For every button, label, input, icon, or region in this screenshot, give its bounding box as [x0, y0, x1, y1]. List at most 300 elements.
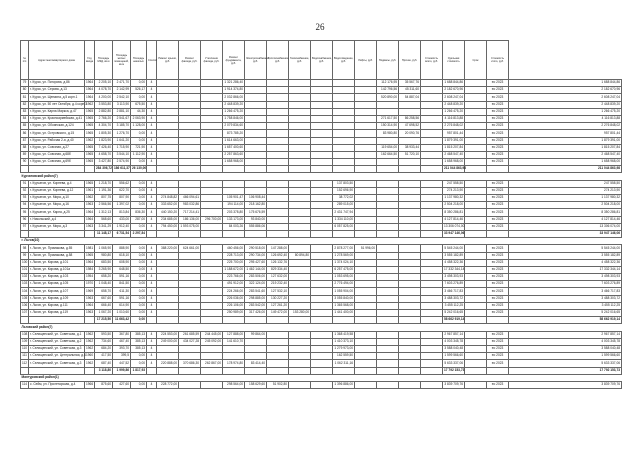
table-cell	[311, 166, 333, 173]
table-cell: 4	[147, 353, 157, 360]
table-cell: 274 213,90	[509, 187, 622, 194]
table-cell: 6 731,54	[113, 230, 131, 237]
table-cell: 3 544,10	[113, 151, 131, 158]
table-cell: 2 182 670,96	[443, 87, 465, 94]
table-cell: 298 885,00	[245, 295, 267, 302]
table-cell: 274 848,82	[157, 195, 179, 202]
table-cell	[421, 80, 443, 87]
table-cell: 0,00	[131, 202, 147, 209]
table-cell: 1964	[85, 94, 95, 101]
table-cell: 0,00	[131, 288, 147, 295]
table-cell	[465, 310, 487, 317]
table-cell	[245, 166, 267, 173]
table-cell	[201, 144, 223, 151]
table-cell	[179, 302, 201, 309]
table-cell: 1 614 663,00	[223, 137, 245, 144]
table-cell	[465, 317, 487, 324]
table-cell	[267, 159, 289, 166]
table-row	[21, 245, 622, 252]
table-cell: 433,00	[113, 216, 131, 223]
table-cell: г. Льгов, ул. Кирова, д.107	[29, 288, 85, 295]
table-cell: 3 498 303,93	[509, 274, 622, 281]
table-cell: 45 311,60	[399, 87, 421, 94]
table-cell: г. Никольский, д.4	[29, 216, 85, 223]
table-cell	[355, 274, 377, 281]
table-cell	[201, 137, 223, 144]
table-cell	[377, 367, 399, 374]
table-cell: 203 378,80	[223, 209, 245, 216]
column-header: Год ввода	[85, 41, 95, 80]
table-cell: 84 003,26	[223, 223, 245, 230]
table-cell	[267, 94, 289, 101]
table-cell: 271 617,50	[377, 115, 399, 122]
table-cell: 370 686,30	[179, 360, 201, 367]
table-cell: г. Льгов, ул. Кирова, д.119	[29, 310, 85, 317]
table-cell	[157, 187, 179, 194]
table-cell: 1 053 695,00	[333, 274, 355, 281]
table-cell: 1965	[85, 123, 95, 130]
table-cell	[355, 180, 377, 187]
table-cell: ео 2023	[487, 187, 509, 194]
table-cell	[179, 252, 201, 259]
table-cell	[465, 281, 487, 288]
table-cell	[245, 159, 267, 166]
table-cell: 385,13	[131, 331, 147, 338]
table-cell: ео 2023	[487, 353, 509, 360]
table-cell: ео 2023	[487, 360, 509, 367]
table-cell	[333, 230, 355, 237]
table-row	[21, 331, 622, 338]
section-label: г. Льгов(10)	[21, 238, 509, 245]
table-cell: 83 980,80	[377, 130, 399, 137]
table-cell	[267, 331, 289, 338]
table-cell: 33 947 146,06	[509, 230, 622, 237]
table-cell: 4	[147, 209, 157, 216]
table-cell	[157, 252, 179, 259]
table-cell	[179, 259, 201, 266]
table-cell	[289, 216, 311, 223]
table-cell: 614,90	[113, 302, 131, 309]
table-cell: ео 2023	[487, 259, 509, 266]
table-cell: 675,50	[131, 101, 147, 108]
table-cell: г. Курск, ул. Красноармейская, д.41	[29, 115, 85, 122]
table-cell: 130 227,20	[267, 295, 289, 302]
table-cell	[465, 338, 487, 345]
table-cell	[355, 302, 377, 309]
table-cell	[465, 159, 487, 166]
table-cell	[29, 317, 85, 324]
table-cell	[311, 202, 333, 209]
table-cell: 4	[147, 80, 157, 87]
table-cell	[201, 259, 223, 266]
table-cell: 2 881,10	[113, 108, 131, 115]
table-cell: 721,90	[131, 144, 147, 151]
table-cell	[311, 259, 333, 266]
table-cell: 0,00	[131, 223, 147, 230]
table-cell	[465, 180, 487, 187]
table-cell	[179, 381, 201, 388]
table-cell	[179, 159, 201, 166]
table-cell: 1954	[85, 274, 95, 281]
table-cell: 4	[147, 338, 157, 345]
table-cell: 175 676,59	[245, 209, 267, 216]
table-cell	[355, 137, 377, 144]
table-cell: 44,30	[131, 108, 147, 115]
table-cell: ео 2023	[487, 266, 509, 273]
table-cell	[399, 295, 421, 302]
table-cell: 1965	[85, 144, 95, 151]
table-cell: 127 632,00	[267, 274, 289, 281]
table-cell: 244 445,00	[201, 331, 223, 338]
table-cell	[355, 216, 377, 223]
table-cell: 220 888,00	[157, 360, 179, 367]
table-cell	[157, 345, 179, 352]
table-cell: 427,60	[113, 381, 131, 388]
table-cell	[311, 281, 333, 288]
table-cell: ео 2023	[487, 288, 509, 295]
table-cell: 1 067,20	[95, 310, 113, 317]
table-cell: 178 974,80	[223, 360, 245, 367]
table-cell: 0,00	[131, 130, 147, 137]
table-cell: 8 350 286,81	[443, 209, 465, 216]
table-cell	[421, 94, 443, 101]
table-cell	[289, 166, 311, 173]
table-cell	[465, 123, 487, 130]
table-cell	[267, 230, 289, 237]
table-cell: 1963	[85, 295, 95, 302]
table-cell: 399,5	[113, 353, 131, 360]
table-cell	[311, 130, 333, 137]
table-cell	[377, 274, 399, 281]
table-cell: 658,70	[95, 288, 113, 295]
table-cell	[421, 317, 443, 324]
table-cell: ео 2023	[487, 209, 509, 216]
table-cell: 4	[147, 130, 157, 137]
table-cell	[377, 310, 399, 317]
table-cell: 8 350 286,81	[509, 209, 622, 216]
table-cell: 150 314,90	[377, 123, 399, 130]
table-cell	[157, 94, 179, 101]
table-cell: ео 2023	[487, 144, 509, 151]
table-cell	[465, 331, 487, 338]
table-row	[21, 381, 622, 388]
table-cell	[399, 101, 421, 108]
table-cell	[289, 381, 311, 388]
table-row	[21, 295, 622, 302]
table-cell: ео 2023	[487, 159, 509, 166]
table-cell: 1 658 968,00	[223, 159, 245, 166]
table-cell	[399, 302, 421, 309]
table-cell: 4	[147, 144, 157, 151]
table-cell: ео 2023	[487, 338, 509, 345]
table-cell	[157, 295, 179, 302]
table-cell	[465, 130, 487, 137]
table-cell: 385,13	[131, 345, 147, 352]
table-cell	[377, 166, 399, 173]
table-cell	[21, 367, 29, 374]
table-cell	[465, 367, 487, 374]
table-cell: 957 801,44	[443, 130, 465, 137]
table-cell: 2 574,90	[113, 159, 131, 166]
table-cell	[487, 317, 509, 324]
table-row	[21, 137, 622, 144]
table-cell	[311, 187, 333, 194]
table-cell	[465, 137, 487, 144]
table-cell: 4	[147, 159, 157, 166]
data-table	[20, 40, 622, 389]
table-cell	[399, 310, 421, 317]
table-cell: 5 633 337,06	[509, 360, 622, 367]
table-cell: 1 266 475,20	[223, 108, 245, 115]
table-cell: 141 610,70	[223, 338, 245, 345]
table-row	[21, 216, 622, 223]
table-cell: 11 663,42	[113, 317, 131, 324]
column-header: Подвалы, руб.	[377, 41, 399, 80]
column-header: № п/п	[21, 41, 29, 80]
table-cell: ео 2023	[487, 381, 509, 388]
table-cell: 1 191,36	[95, 187, 113, 194]
table-cell	[289, 202, 311, 209]
table-cell	[201, 381, 223, 388]
table-cell: 98	[21, 245, 29, 252]
table-cell: 658,20	[95, 274, 113, 281]
table-cell	[399, 274, 421, 281]
table-cell	[421, 144, 443, 151]
table-cell: 162 664,50	[377, 151, 399, 158]
section-heading-row	[21, 238, 622, 245]
table-cell	[223, 353, 245, 360]
table-cell: г. Курск, ул. Карла Маркса, д.47	[29, 108, 85, 115]
table-cell: 127 888,00	[223, 331, 245, 338]
table-cell: 38 772,02	[333, 195, 355, 202]
table-row	[21, 266, 622, 273]
table-cell: г. Курчатов, ул. Корнева, д.12	[29, 187, 85, 194]
table-cell	[289, 302, 311, 309]
table-cell	[245, 130, 267, 137]
table-cell	[267, 151, 289, 158]
table-cell: 1965	[85, 252, 95, 259]
table-cell: 2 448 839,20	[223, 101, 245, 108]
table-cell: 556,62	[113, 180, 131, 187]
table-cell	[355, 87, 377, 94]
table-cell	[377, 209, 399, 216]
table-cell: 5 242 016,65	[443, 310, 465, 317]
table-cell	[355, 266, 377, 273]
table-cell	[179, 230, 201, 237]
table-cell	[377, 331, 399, 338]
table-row	[21, 202, 622, 209]
table-cell: 133 173,00	[223, 216, 245, 223]
table-cell	[399, 288, 421, 295]
table-cell: 96	[21, 216, 29, 223]
table-cell: 82	[21, 101, 29, 108]
table-cell: 3 488 303,72	[443, 295, 465, 302]
table-cell	[267, 108, 289, 115]
table-cell: ео 2023	[487, 115, 509, 122]
table-cell	[267, 216, 289, 223]
table-cell	[201, 209, 223, 216]
table-cell: 2 257 863,60	[223, 151, 245, 158]
table-cell	[399, 180, 421, 187]
table-cell: 2 776 494,00	[333, 281, 355, 288]
table-cell	[311, 245, 333, 252]
table-cell: 1 817,93	[131, 367, 147, 374]
table-cell: 1 912,40	[113, 223, 131, 230]
table-cell: 1 334 110,00	[333, 216, 355, 223]
table-cell	[333, 144, 355, 151]
table-cell	[311, 159, 333, 166]
table-cell	[179, 87, 201, 94]
table-cell: 54 887,04	[399, 94, 421, 101]
table-cell: 1 658 968,00	[443, 159, 465, 166]
table-cell: 1 137 980,32	[509, 195, 622, 202]
table-cell	[333, 80, 355, 87]
table-cell	[289, 338, 311, 345]
column-header: Ремонт фасада, руб.	[179, 41, 201, 80]
table-cell: 112 176,95	[377, 80, 399, 87]
table-cell: 5 242 016,65	[509, 310, 622, 317]
table-cell: 1 112,90	[131, 151, 147, 158]
table-cell: 261 685,59	[179, 331, 201, 338]
table-cell: г. Курск, ул. Союзная, д.27	[29, 144, 85, 151]
table-cell: 186 611,37	[113, 166, 131, 173]
table-cell: 107	[21, 310, 29, 317]
table-cell: 149 472,00	[267, 310, 289, 317]
table-cell	[267, 123, 289, 130]
table-cell	[311, 223, 333, 230]
table-cell	[267, 223, 289, 230]
table-cell: 1 815 207,84	[509, 144, 622, 151]
table-cell: 112	[21, 360, 29, 367]
table-cell: ео 2023	[487, 223, 509, 230]
table-cell	[223, 230, 245, 237]
table-cell	[399, 209, 421, 216]
table-cell	[201, 245, 223, 252]
table-cell	[201, 115, 223, 122]
table-cell	[399, 360, 421, 367]
table-cell: 873 785,20	[223, 130, 245, 137]
table-cell	[399, 195, 421, 202]
column-header: Утепление фасада, руб.	[201, 41, 223, 80]
table-cell	[201, 274, 223, 281]
table-cell: 51 996,00	[355, 245, 377, 252]
table-cell	[289, 115, 311, 122]
table-cell: 274 213,90	[443, 187, 465, 194]
table-cell	[377, 295, 399, 302]
table-row	[21, 159, 622, 166]
table-cell: 1 312,13	[95, 209, 113, 216]
table-cell	[333, 87, 355, 94]
table-cell: 1 410 373,10	[333, 338, 355, 345]
table-cell: 1962	[85, 338, 95, 345]
table-cell: 111	[21, 353, 29, 360]
column-header: Прочие, руб.	[399, 41, 421, 80]
table-cell: 593,50	[95, 331, 113, 338]
table-cell: ео 2023	[487, 295, 509, 302]
table-cell: 4	[147, 223, 157, 230]
table-cell: 4	[147, 288, 157, 295]
table-cell	[201, 159, 223, 166]
table-cell	[377, 159, 399, 166]
table-cell	[201, 108, 223, 115]
table-cell: г. Льгов, ул. Кирова, д.101	[29, 259, 85, 266]
table-cell: 81	[21, 94, 29, 101]
table-cell	[289, 281, 311, 288]
table-cell	[311, 144, 333, 151]
table-cell	[377, 216, 399, 223]
table-cell	[311, 87, 333, 94]
table-cell	[311, 345, 333, 352]
table-cell: 3 839 709,76	[443, 381, 465, 388]
table-cell	[289, 266, 311, 273]
table-cell	[289, 353, 311, 360]
table-cell	[29, 230, 85, 237]
table-cell	[377, 281, 399, 288]
table-cell: 2 504 218,00	[509, 202, 622, 209]
table-cell: 4	[147, 187, 157, 194]
table-cell	[245, 137, 267, 144]
table-cell: 829 334,40	[267, 266, 289, 273]
table-cell	[245, 101, 267, 108]
table-cell: г. Селищенский, ул. Советская, д.3	[29, 360, 85, 367]
table-cell: 491 912,00	[223, 281, 245, 288]
table-cell: 4	[147, 151, 157, 158]
table-cell	[179, 295, 201, 302]
table-cell: 0,00	[131, 353, 147, 360]
table-cell	[311, 302, 333, 309]
table-cell	[245, 80, 267, 87]
table-cell	[421, 209, 443, 216]
table-cell	[421, 195, 443, 202]
table-cell: ео 2023	[487, 87, 509, 94]
table-cell	[245, 115, 267, 122]
table-cell	[333, 159, 355, 166]
table-cell	[465, 195, 487, 202]
table-cell: 520 890,00	[377, 94, 399, 101]
table-cell	[465, 144, 487, 151]
table-cell: 684,20	[95, 345, 113, 352]
table-cell: 80 894,80	[289, 252, 311, 259]
table-cell	[201, 151, 223, 158]
table-cell	[377, 338, 399, 345]
table-cell	[465, 115, 487, 122]
table-cell: 289 015,00	[333, 202, 355, 209]
table-cell	[377, 230, 399, 237]
table-cell: г. Курск, ул. Союзная, д.68б	[29, 151, 85, 158]
table-cell	[487, 367, 509, 374]
table-cell	[267, 80, 289, 87]
table-cell	[179, 151, 201, 158]
table-cell: 1 758 846,00	[223, 115, 245, 122]
table-cell	[377, 317, 399, 324]
table-cell	[157, 108, 179, 115]
table-cell: 33 947 146,06	[443, 230, 465, 237]
table-cell	[355, 115, 377, 122]
table-cell	[399, 223, 421, 230]
table-cell	[355, 108, 377, 115]
table-cell	[201, 202, 223, 209]
table-header-row	[21, 41, 622, 80]
table-cell: 1 688 844,86	[443, 80, 465, 87]
table-cell	[147, 317, 157, 324]
table-cell: 1962	[85, 101, 95, 108]
table-cell	[421, 331, 443, 338]
table-cell	[355, 230, 377, 237]
table-cell: 4	[147, 252, 157, 259]
table-cell: 1 321 286,40	[223, 80, 245, 87]
table-cell	[289, 151, 311, 158]
table-cell	[311, 80, 333, 87]
